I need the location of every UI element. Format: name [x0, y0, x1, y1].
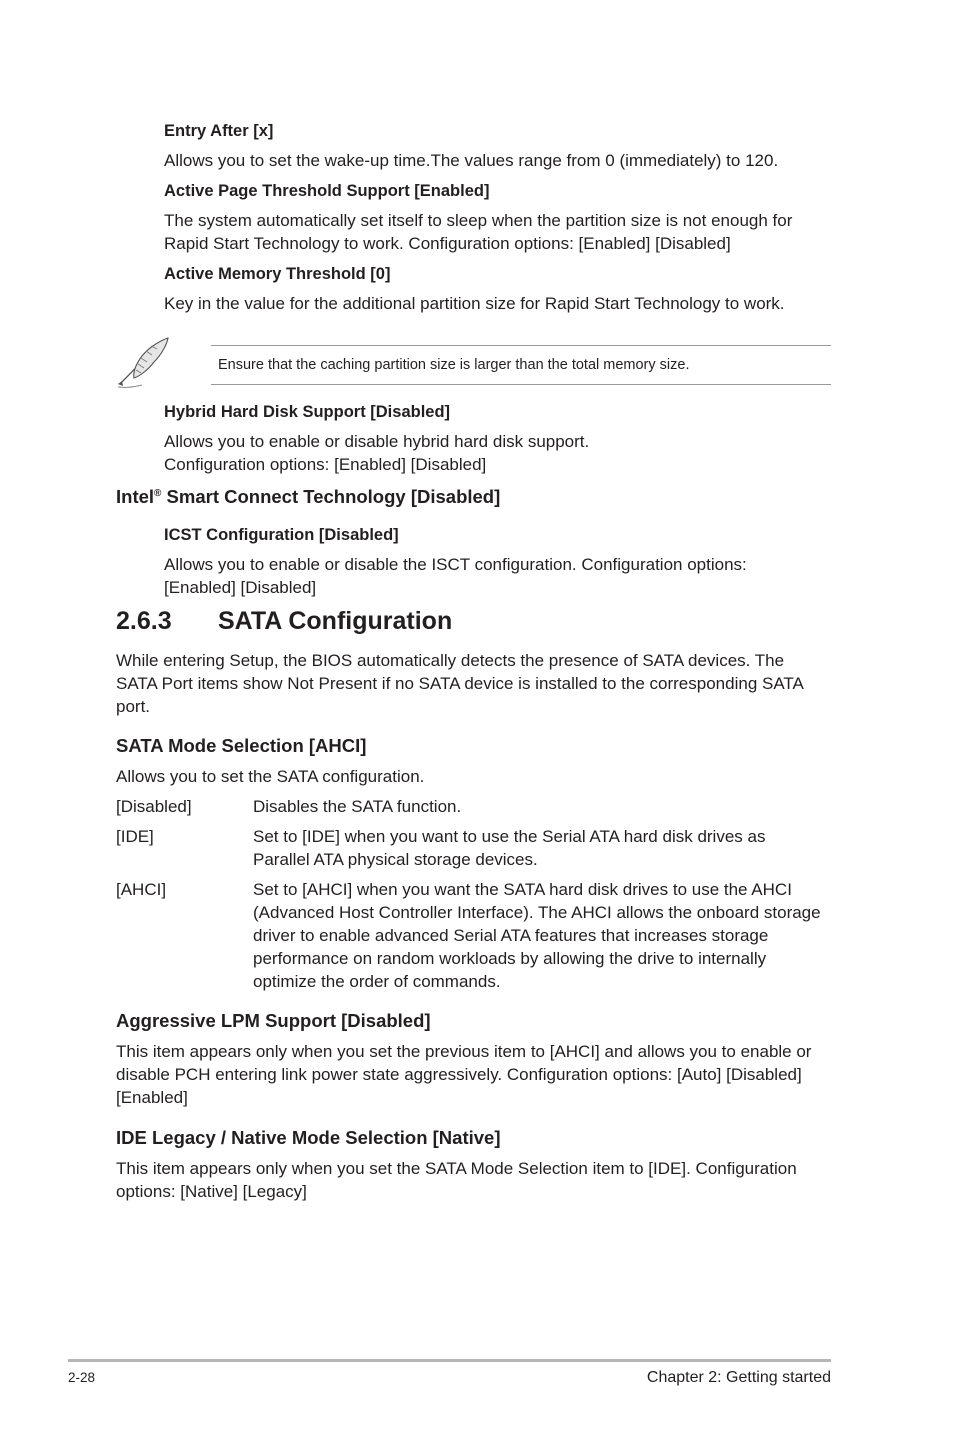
option-desc-ide-line-1: Set to [IDE] when you want to use the Serial ATA hard disk drives as — [253, 827, 766, 846]
ide-legacy-line-1: This item appears only when you set the SATA Mode Selection item to [IDE]. Configuration — [116, 1159, 797, 1178]
active-memory-threshold-text: Key in the value for the additional partition size for Rapid Start Technology to work. — [164, 294, 785, 313]
option-desc-ahci-line-3: driver to enable advanced Serial ATA features that increases storage — [253, 926, 769, 945]
section-intro-line-2: SATA Port items show Not Present if no SATA device is installed to the corresponding SATA — [116, 674, 804, 693]
section-number: 2.6.3 — [116, 607, 172, 635]
page-number: 2-28 — [68, 1370, 96, 1385]
chapter-label: Chapter 2: Getting started — [646, 1369, 831, 1386]
ide-legacy-line-2: options: [Native] [Legacy] — [116, 1182, 307, 1201]
aggressive-lpm-line-3: [Enabled] — [116, 1088, 188, 1107]
option-desc-ahci-line-4: performance on random workloads by allowing the drive to internally — [253, 949, 767, 968]
option-desc-ide-line-2: Parallel ATA physical storage devices. — [253, 850, 538, 869]
smart-connect-heading — [116, 485, 500, 509]
entry-after-text: Allows you to set the wake-up time.The values range from 0 (immediately) to 120. — [164, 151, 779, 170]
option-term-ahci: [AHCI] — [116, 880, 167, 899]
option-desc-ahci-line-5: optimize the order of commands. — [253, 972, 501, 991]
feather-pen-icon — [114, 332, 174, 390]
aggressive-lpm-line-2: disable PCH entering link power state aggressively. Configuration options: [Auto] [Disabled] — [116, 1065, 802, 1084]
footer-rule — [68, 1359, 831, 1362]
icst-line-1: Allows you to enable or disable the ISCT configuration. Configuration options: — [164, 555, 747, 574]
option-desc-ahci-line-1: Set to [AHCI] when you want the SATA hard disk drives to use the AHCI — [253, 880, 792, 899]
smart-connect-brand: Intel — [116, 486, 155, 507]
hybrid-hard-disk-line-1: Allows you to enable or disable hybrid hard disk support. — [164, 432, 590, 451]
hybrid-hard-disk-line-2: Configuration options: [Enabled] [Disabled] — [164, 455, 487, 474]
option-desc-ahci-line-2: (Advanced Host Controller Interface). The AHCI allows the onboard storage — [253, 903, 821, 922]
option-term-ide: [IDE] — [116, 827, 154, 846]
smart-connect-title: Smart Connect Technology [Disabled] — [161, 486, 501, 507]
section-intro-line-3: port. — [116, 697, 151, 716]
section-intro-line-1: While entering Setup, the BIOS automatically detects the presence of SATA devices. The — [116, 651, 785, 670]
note-top-rule — [211, 345, 831, 346]
option-desc-disabled: Disables the SATA function. — [253, 797, 462, 816]
sata-mode-heading: SATA Mode Selection [AHCI] — [116, 735, 367, 756]
icst-heading: ICST Configuration [Disabled] — [164, 526, 399, 544]
sata-mode-text: Allows you to set the SATA configuration. — [116, 767, 425, 786]
note-text: Ensure that the caching partition size is larger than the total memory size. — [218, 357, 690, 373]
note-bottom-rule — [211, 384, 831, 385]
active-page-threshold-line-2: Rapid Start Technology to work. Configuration options: [Enabled] [Disabled] — [164, 234, 731, 253]
icst-line-2: [Enabled] [Disabled] — [164, 578, 317, 597]
ide-legacy-heading: IDE Legacy / Native Mode Selection [Native] — [116, 1127, 501, 1148]
hybrid-hard-disk-heading: Hybrid Hard Disk Support [Disabled] — [164, 403, 451, 421]
active-page-threshold-line-1: The system automatically set itself to sleep when the partition size is not enough for — [164, 211, 793, 230]
aggressive-lpm-heading: Aggressive LPM Support [Disabled] — [116, 1010, 431, 1031]
active-page-threshold-heading: Active Page Threshold Support [Enabled] — [164, 182, 490, 200]
section-title: SATA Configuration — [218, 607, 453, 635]
registered-mark: ® — [154, 487, 162, 499]
aggressive-lpm-line-1: This item appears only when you set the previous item to [AHCI] and allows you to enable or — [116, 1042, 812, 1061]
active-memory-threshold-heading: Active Memory Threshold [0] — [164, 265, 391, 283]
entry-after-heading: Entry After [x] — [164, 122, 274, 140]
option-term-disabled: [Disabled] — [116, 797, 192, 816]
